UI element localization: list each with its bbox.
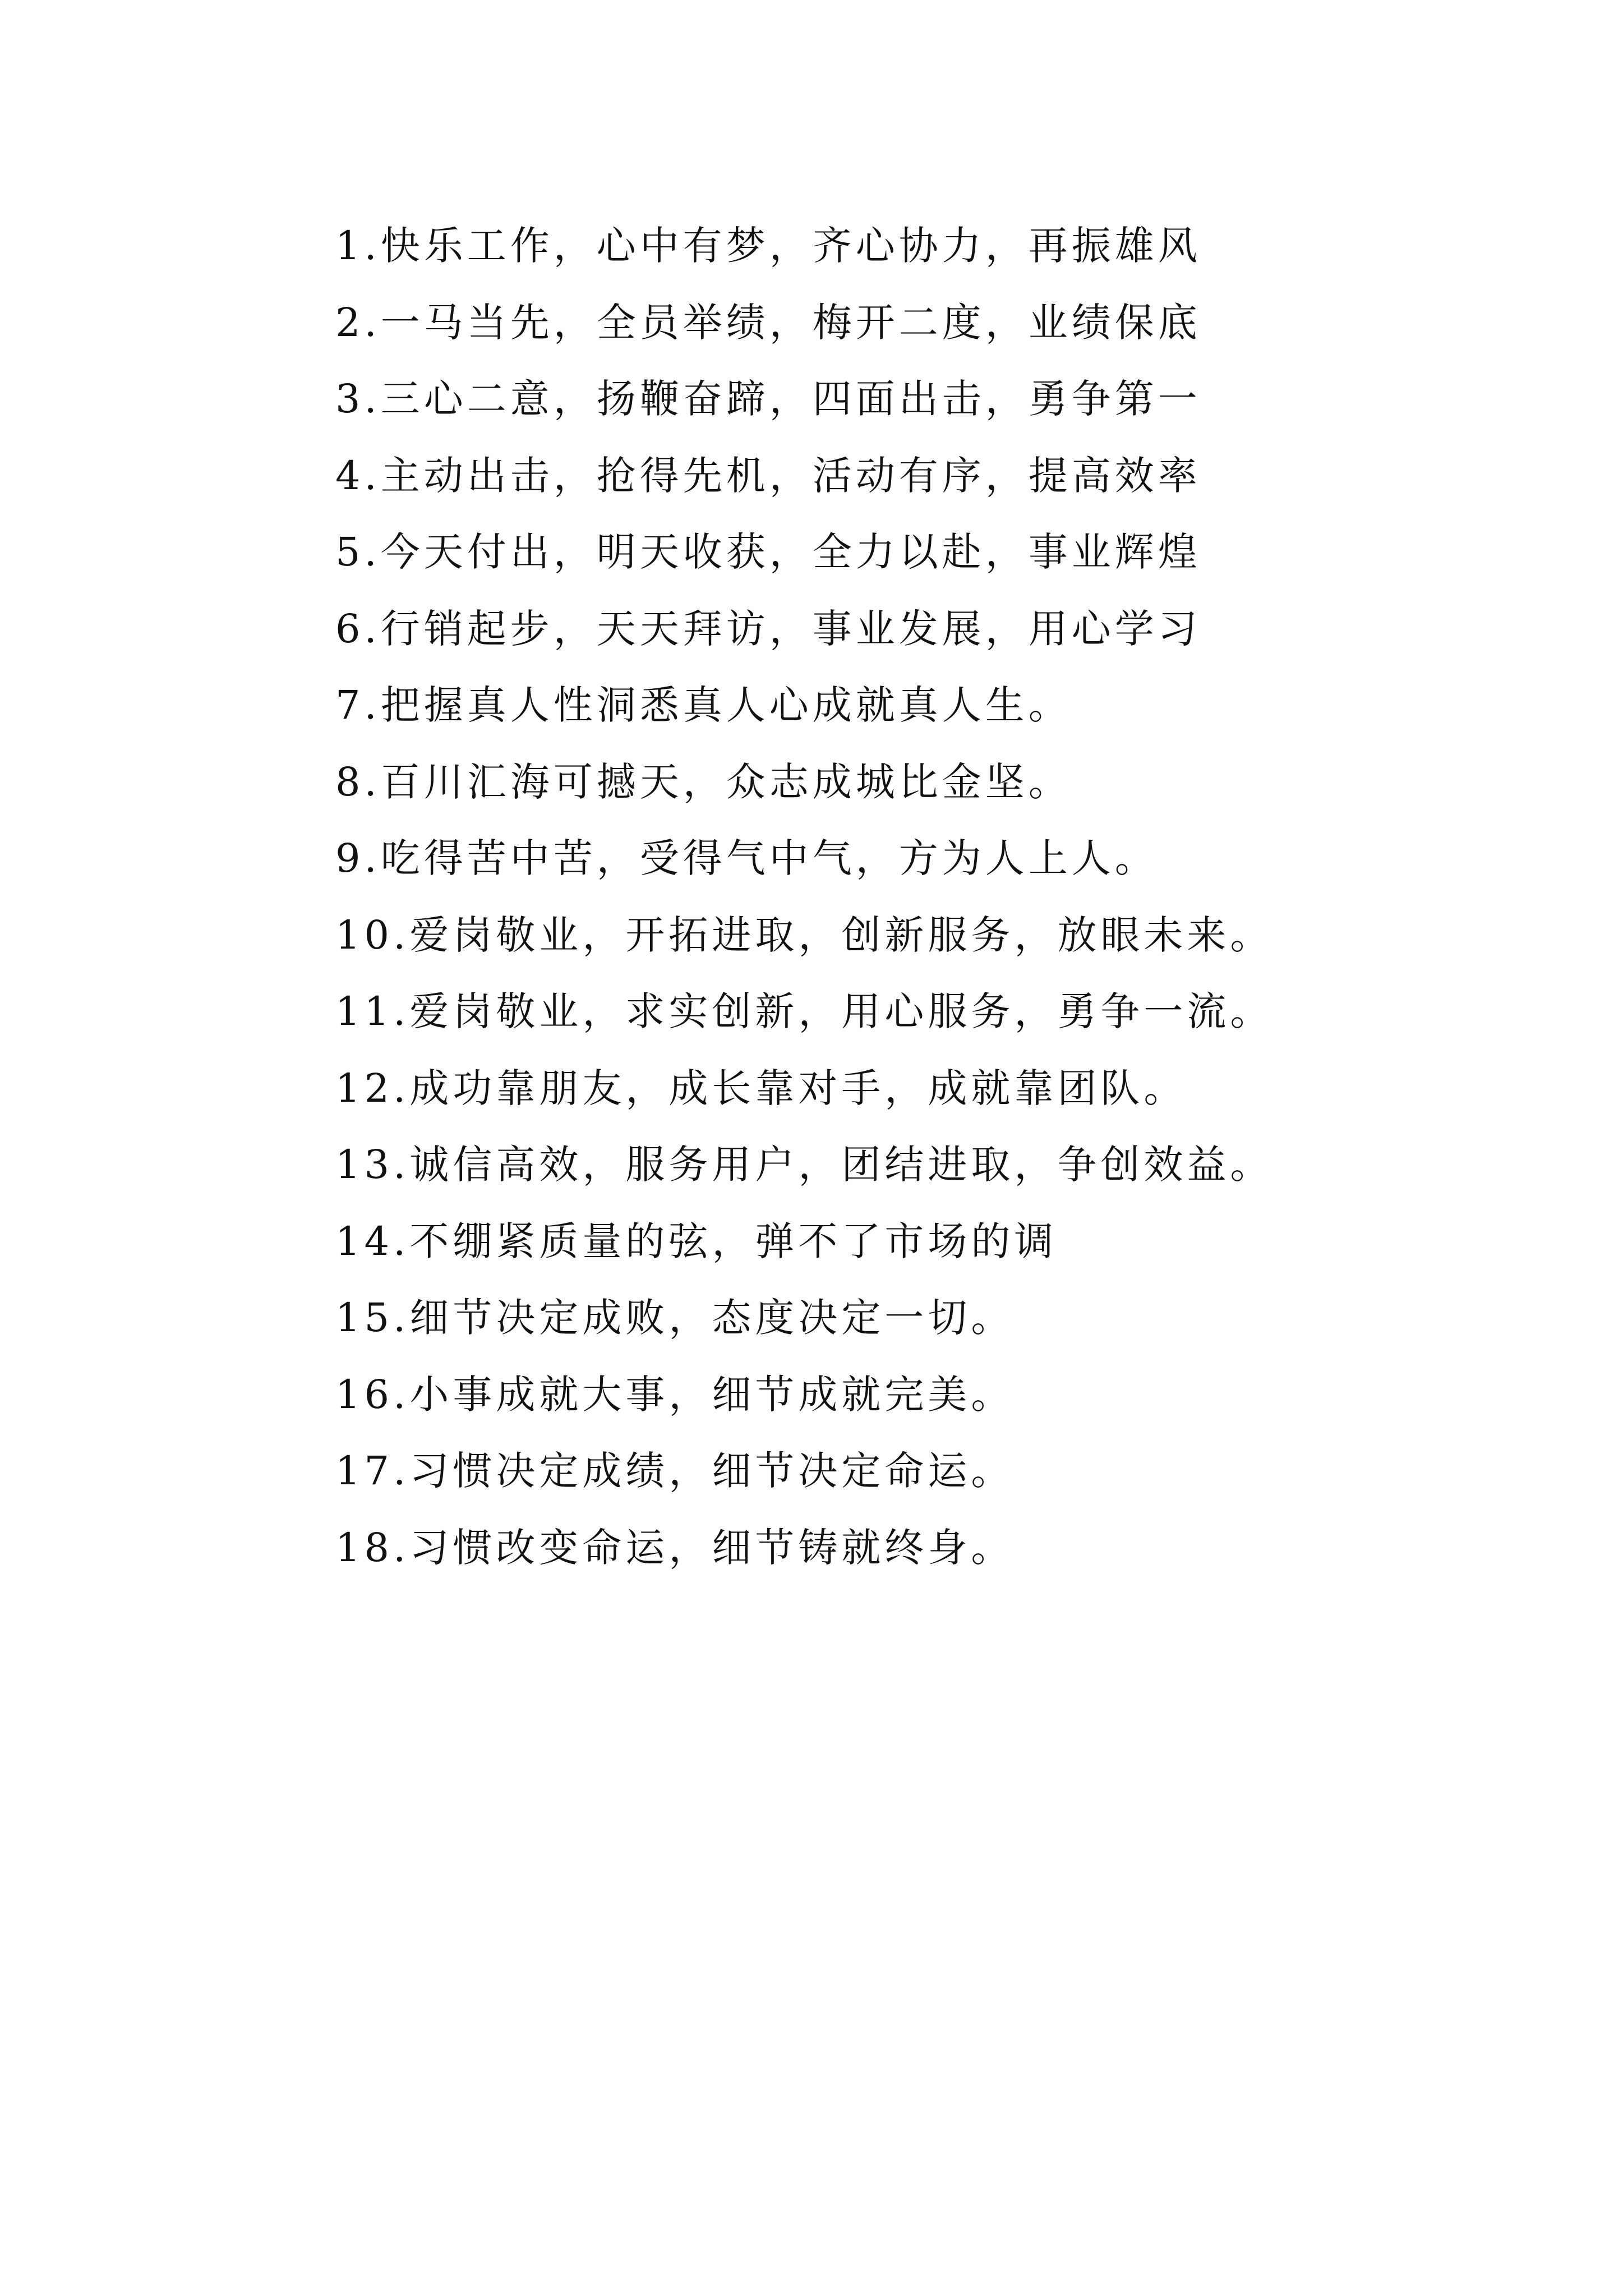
list-item: 4.主动出击，抢得先机，活动有序，提高效率 (335, 452, 1201, 499)
list-item: 7.把握真人性洞悉真人心成就真人生。 (335, 682, 1072, 728)
list-item: 17.习惯决定成绩，细节决定命运。 (335, 1448, 1015, 1494)
list-item: 2.一马当先，全员举绩，梅开二度，业绩保底 (335, 299, 1201, 346)
list-item: 14.不绷紧质量的弦，弹不了市场的调 (335, 1218, 1058, 1264)
list-item: 3.三心二意，扬鞭奋蹄，四面出击，勇争第一 (335, 376, 1201, 422)
list-item: 11.爱岗敬业，求实创新，用心服务，勇争一流。 (335, 988, 1274, 1034)
list-item: 6.行销起步，天天拜访，事业发展，用心学习 (335, 605, 1201, 652)
list-item: 5.今天付出，明天收获，全力以赴，事业辉煌 (335, 529, 1201, 575)
list-item: 1.快乐工作，心中有梦，齐心协力，再振雄风 (335, 223, 1201, 269)
list-item: 13.诚信高效，服务用户，团结进取，争创效益。 (335, 1142, 1274, 1188)
list-item: 16.小事成就大事，细节成就完美。 (335, 1371, 1015, 1418)
list-item: 10.爱岗敬业，开拓进取，创新服务，放眼未来。 (335, 912, 1274, 958)
list-item: 18.习惯改变命运，细节铸就终身。 (335, 1524, 1015, 1571)
slogan-list (335, 214, 1273, 1593)
list-item: 9.吃得苦中苦，受得气中气，方为人上人。 (335, 835, 1158, 881)
list-item: 15.细节决定成败，态度决定一切。 (335, 1295, 1015, 1341)
list-item: 12.成功靠朋友，成长靠对手，成就靠团队。 (335, 1065, 1187, 1111)
list-item: 8.百川汇海可撼天，众志成城比金坚。 (335, 758, 1072, 805)
